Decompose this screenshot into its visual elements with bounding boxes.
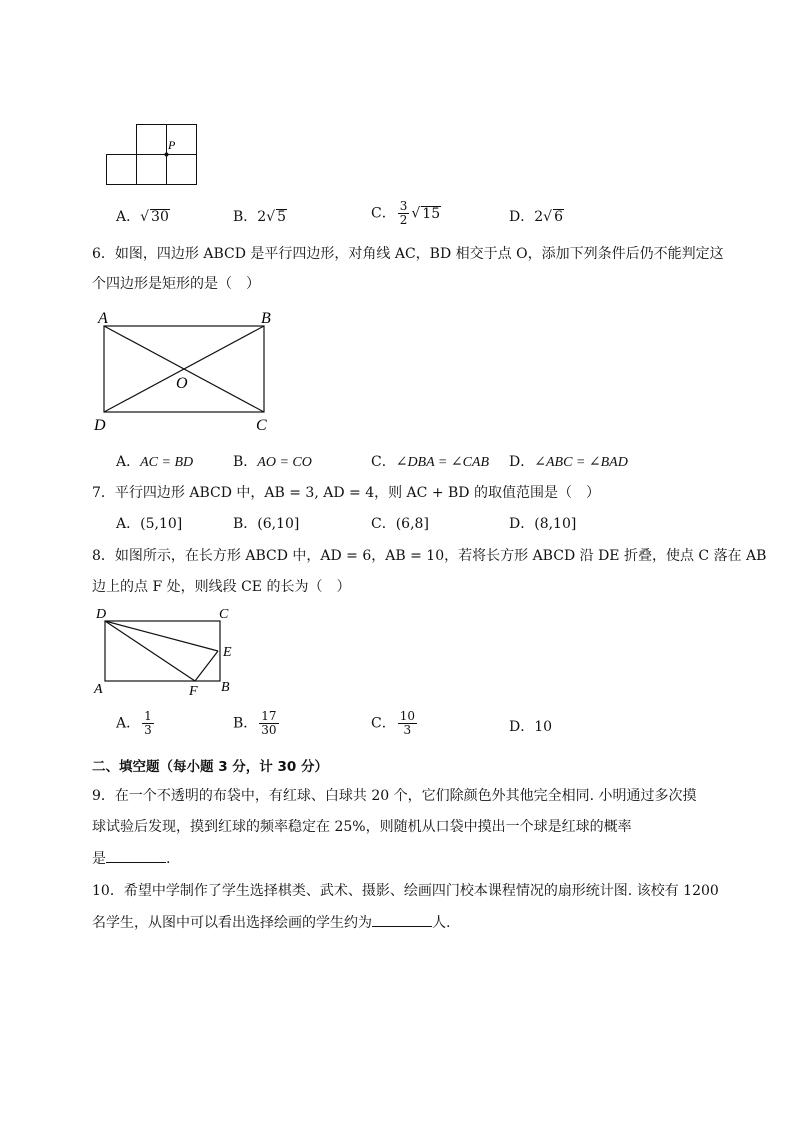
- sqrt-symbol: √: [266, 209, 276, 225]
- label-e: E: [223, 645, 232, 660]
- answer-blank[interactable]: [372, 912, 432, 927]
- q5-grid-figure: [100, 118, 210, 190]
- sqrt-symbol: √: [140, 209, 150, 225]
- point-p-label: P: [168, 138, 176, 152]
- q6-option-b: B．AO = CO: [233, 454, 312, 470]
- answer-blank[interactable]: [106, 848, 166, 863]
- q6-option-c: C．∠DBA = ∠CAB: [371, 454, 490, 470]
- q6-parallelogram-figure: [88, 306, 284, 438]
- q6-option-a: A．AC = BD: [116, 454, 194, 470]
- label-c: C: [256, 417, 267, 434]
- q5-option-a: A．√ 30: [116, 209, 169, 225]
- sqrt-symbol: √: [543, 209, 553, 225]
- q8-option-c: C． $\frac{10}{3}$: [371, 709, 415, 737]
- q8-stem-line1: 8．如图所示，在长方形 ABCD 中，AD = 6，AB = 10，若将长方形 ABCD 沿 DE 折叠，使点 C 落在 AB: [92, 548, 767, 564]
- label-a: A: [94, 682, 103, 697]
- q9-stem-line3: 是 .: [92, 848, 170, 869]
- label-d: D: [94, 417, 106, 434]
- label-a: A: [98, 310, 108, 327]
- point-p: [165, 153, 169, 157]
- section-heading: 二、填空题（每小题 3 分，计 30 分）: [92, 759, 328, 775]
- fraction: $\frac{3}{2}$: [399, 199, 408, 227]
- q9-stem-line2: 球试验后发现，摸到红球的频率稳定在 25%，则随机从口袋中摸出一个球是红球的概率: [92, 819, 632, 835]
- label-b: B: [261, 310, 271, 327]
- q10-stem-line2: 名学生，从图中可以看出选择绘画的学生约为 人.: [92, 912, 450, 933]
- q9-stem-line1: 9．在一个不透明的布袋中，有红球、白球共 20 个，它们除颜色外其他完全相同. 小明通过多次摸: [92, 788, 697, 804]
- q7-option-b: B．(6,10]: [233, 516, 300, 532]
- q6-option-d: D．∠ABC = ∠BAD: [509, 454, 628, 470]
- fraction: $\frac{1}{3}$: [144, 709, 152, 737]
- fraction: $\frac{17}{30}$: [261, 709, 277, 737]
- fraction: $\frac{10}{3}$: [399, 709, 415, 737]
- q7-option-d: D．(8,10]: [509, 516, 577, 532]
- q7-stem: 7．平行四边形 ABCD 中，AB = 3, AD = 4，则 AC + BD 的取值范围是（ ）: [92, 485, 600, 501]
- q8-rectangle-fold-figure: [90, 604, 240, 700]
- q5-option-d: D．2√ 6: [509, 209, 563, 225]
- q7-option-a: A．(5,10]: [116, 516, 183, 532]
- q5-option-b: B．2√ 5: [233, 209, 287, 225]
- label-c: C: [219, 607, 229, 622]
- q10-stem-line1: 10．希望中学制作了学生选择棋类、武术、摄影、绘画四门校本课程情况的扇形统计图. 该校有 1200: [92, 883, 719, 899]
- q5-option-c: C． $\frac{3}{2}$ √ 15: [371, 199, 441, 227]
- q8-stem-line2: 边上的点 F 处，则线段 CE 的长为（ ）: [92, 579, 351, 595]
- q8-option-d: D．10: [509, 719, 553, 735]
- label-d: D: [96, 607, 107, 622]
- q6-stem-line2: 个四边形是矩形的是（ ）: [92, 276, 260, 292]
- q6-stem-line1: 6．如图，四边形 ABCD 是平行四边形，对角线 AC，BD 相交于点 O，添加下列条件后仍不能判定这: [92, 246, 724, 262]
- label-o: O: [176, 375, 188, 392]
- q8-option-b: B． $\frac{17}{30}$: [233, 709, 277, 737]
- label-f: F: [189, 684, 198, 699]
- q7-option-c: C．(6,8]: [371, 516, 429, 532]
- sqrt-symbol: √: [411, 205, 421, 222]
- q8-option-a: A． $\frac{1}{3}$: [116, 709, 152, 737]
- label-b: B: [221, 680, 230, 695]
